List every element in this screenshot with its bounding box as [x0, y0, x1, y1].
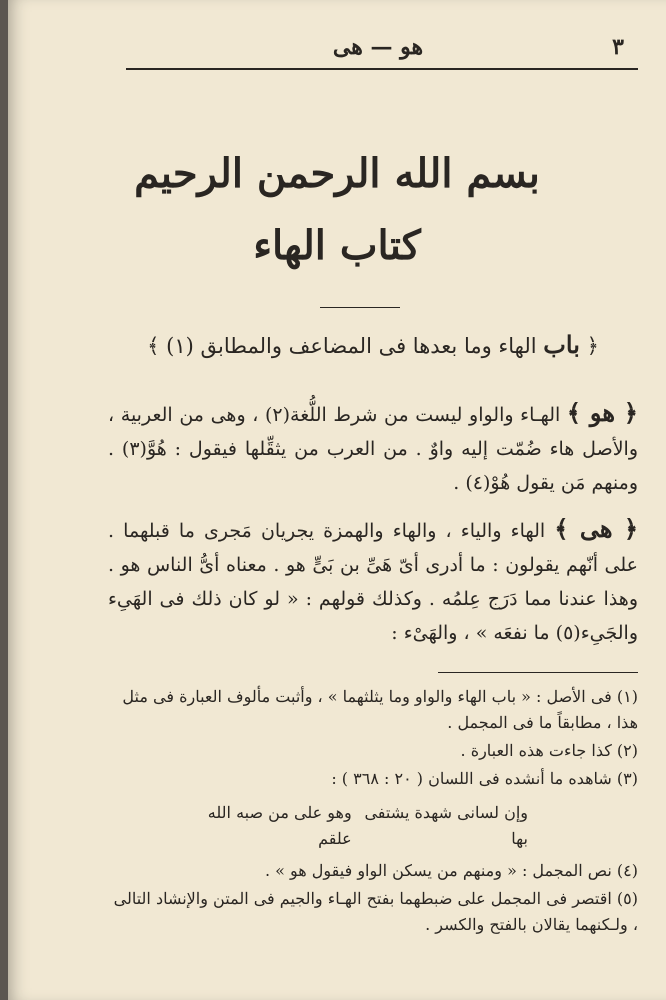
footnote: (٢) كذا جاءت هذه العبارة . [460, 741, 638, 760]
entry-huwa [108, 396, 638, 500]
chapter-heading-strong: باب [543, 330, 580, 359]
footnotes [108, 684, 638, 940]
entry-text: الهـاء والواو ليست من شرط اللُّغة(٢) ، وهى من العربية ، والأصل هاء ضُمّت إليه واوٌ . من العرب من يثقِّلها فيقول : هُوَّ(٣) . ومنهم مَن يقول هُوْ(٤) . [108, 404, 638, 494]
footnote: (٣) شاهده ما أنشده فى اللسان ( ٢٠ : ٣٦٨ ) : [331, 769, 638, 788]
verse [108, 794, 638, 858]
headword: ﴿ هى ﴾ [554, 514, 639, 543]
title-divider [320, 307, 400, 308]
verse-first-hemistich: وإن لسانى شهدة يشتفى بها [364, 803, 528, 848]
basmala: بسم الله الرحمن الرحيم [134, 150, 540, 197]
verse-second-hemistich: وهو على من صبه الله علقم [207, 803, 352, 848]
chapter-open-bracket: ﴿ [586, 334, 599, 358]
entry-hiya [108, 512, 638, 650]
chapter-heading-note: (١) [166, 334, 194, 358]
chapter-close-bracket: ﴾ [147, 334, 160, 358]
body-text [108, 396, 638, 662]
chapter-heading-text: الهاء وما بعدها فى المضاعف والمطابق [200, 334, 537, 358]
headword: ﴿ هو ﴾ [566, 398, 638, 427]
footnotes-rule [438, 672, 638, 673]
footnote: (٥) اقتصر فى المجمل على ضبطهما بفتح الهـاء والجيم فى المتن والإنشاد التالى ، ولـكنهما يقالان بالفتح والكسر . [113, 889, 638, 934]
running-head: هو — هى [332, 34, 424, 60]
header-rule [126, 68, 638, 70]
book-page [8, 0, 666, 1000]
page-number: ٣ [612, 34, 624, 60]
chapter-heading [108, 330, 638, 359]
book-title: كتاب الهاء [253, 222, 421, 269]
entry-text: الهاء والياء ، والهاء والهمزة يجريان مَجرى ما قبلهما . على أنّهم يقولون : ما أدرى أىّ هَىِّ بن بَىٍّ هو . معناه أىُّ الناس هو . وهذا عندنا مما دَرَج عِلمُه . وكذلك قولهم : « لو كان ذلك فى الهَىِء والجَىِء(٥) ما نفعَه » ، والهَىْء : [108, 520, 638, 644]
page-header [118, 30, 638, 70]
footnote: (١) فى الأصل : « باب الهاء والواو وما يثلثهما » ، وأثبت مألوف العبارة فى مثل هذا ، مطابقاً ما فى المجمل . [122, 687, 638, 732]
footnote: (٤) نص المجمل : « ومنهم من يسكن الواو فيقول هو » . [264, 861, 638, 880]
